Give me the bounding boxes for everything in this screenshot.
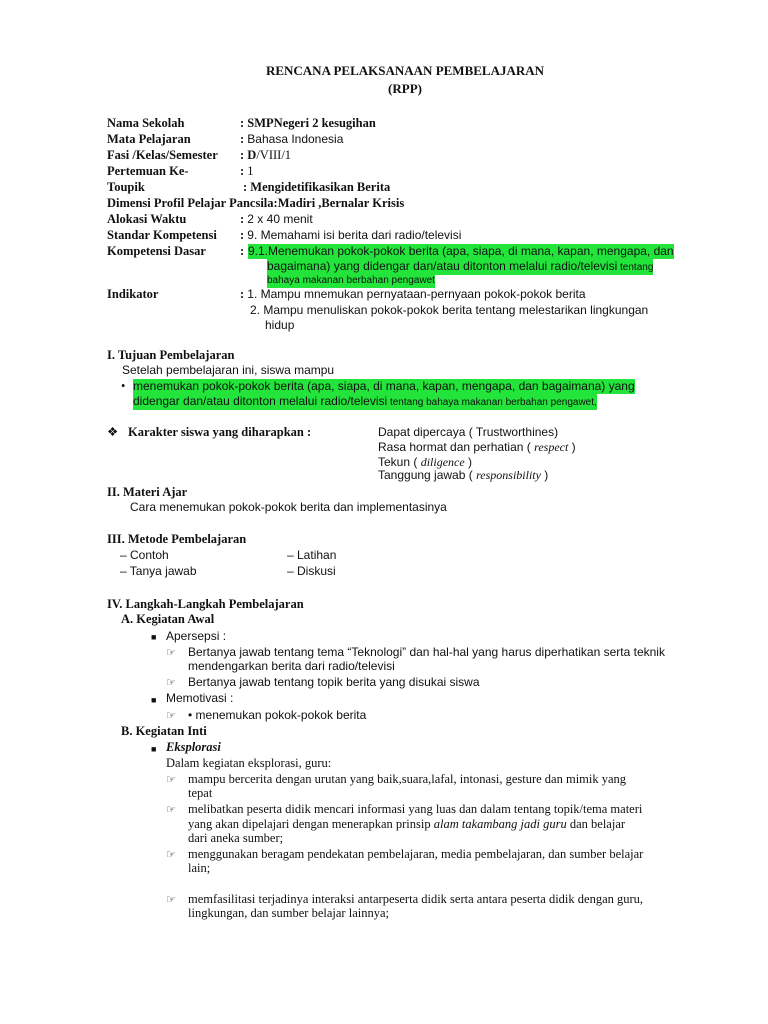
karakter-value-1: Dapat dipercaya ( Trustworthines) <box>378 425 559 439</box>
nama-sekolah-label: Nama Sekolah <box>107 116 185 130</box>
tujuan-heading: I. Tujuan Pembelajaran <box>107 348 235 362</box>
nama-sekolah-value: : SMPNegeri 2 kesugihan <box>240 116 376 130</box>
metode-item-latihan: – Latihan <box>287 548 337 562</box>
materi-heading: II. Materi Ajar <box>107 485 188 499</box>
indikator-item-2-cont: hidup <box>265 318 295 332</box>
kegiatan-inti-heading: B. Kegiatan Inti <box>121 724 207 738</box>
indikator-label: Indikator <box>107 287 159 301</box>
karakter-diamond-icon: ❖ <box>107 425 119 439</box>
mapel-value: : Bahasa Indonesia <box>240 132 344 146</box>
fasi-label: Fasi /Kelas/Semester <box>107 148 218 162</box>
pertemuan-value: : 1 <box>240 164 254 178</box>
tujuan-line-1: menemukan pokok-pokok berita (apa, siapa, di mana, kapan, mengapa, dan bagaimana) yang <box>133 379 635 393</box>
e1-line-1: mampu bercerita dengan urutan yang baik,suara,lafal, intonasi, gesture dan mimik yang <box>188 772 627 786</box>
toupik-label: Toupik <box>107 180 145 194</box>
alokasi-label: Alokasi Waktu <box>107 212 187 226</box>
ap1-pointer-icon: ☞ <box>166 646 176 659</box>
e2-pointer-icon: ☞ <box>166 803 176 816</box>
metode-heading: III. Metode Pembelajaran <box>107 532 247 546</box>
toupik-value: : Mengidetifikasikan Berita <box>243 180 391 194</box>
kd-line-1: 9.1.Menemukan pokok-pokok berita (apa, siapa, di mana, kapan, mengapa, dan <box>248 244 674 258</box>
kd-colon: : <box>240 244 245 258</box>
karakter-value-2: Rasa hormat dan perhatian ( respect ) <box>378 440 576 454</box>
kd-label: Kompetensi Dasar <box>107 244 206 258</box>
e3-pointer-icon: ☞ <box>166 848 176 861</box>
ap1-line-1: Bertanya jawab tentang tema “Teknologi” dan hal-hal yang harus diperhatikan serta teknik <box>188 645 665 659</box>
memotivasi-square-icon: ■ <box>151 695 157 705</box>
standar-label: Standar Kompetensi <box>107 228 217 242</box>
tujuan-line-2: didengar dan/atau ditonton melalui radio/televisi tentang bahaya makanan berbahan pengawet, <box>133 394 597 408</box>
kd-line-2: bagaimana) yang didengar dan/atau ditonton melalui radio/televisi tentang <box>267 259 654 273</box>
mapel-label: Mata Pelajaran <box>107 132 191 146</box>
standar-value: : 9. Memahami isi berita dari radio/televisi <box>240 228 462 242</box>
indikator-item-1: : 1. Mampu mnemukan pernyataan-pernyaan pokok-pokok berita <box>240 287 586 301</box>
e4-line-1: memfasilitasi terjadinya interaksi antarpeserta didik serta antara peserta didik dengan guru, <box>188 892 644 906</box>
eksplorasi-heading: Eksplorasi <box>166 740 221 754</box>
ap2-line: Bertanya jawab tentang topik berita yang disukai siswa <box>188 675 480 689</box>
tujuan-bullet: • <box>121 379 126 393</box>
ap2-pointer-icon: ☞ <box>166 676 176 689</box>
apersepsi-label: Apersepsi : <box>166 629 227 643</box>
e1-pointer-icon: ☞ <box>166 773 176 786</box>
materi-text: Cara menemukan pokok-pokok berita dan implementasinya <box>130 500 447 514</box>
karakter-value-3: Tekun ( diligence ) <box>378 455 473 469</box>
e4-line-2: lingkungan, dan sumber belajar lainnya; <box>188 906 389 920</box>
e2-line-3: dari aneka sumber; <box>188 831 284 845</box>
alokasi-value: : 2 x 40 menit <box>240 212 313 226</box>
karakter-value-4: Tanggung jawab ( responsibility ) <box>378 468 549 482</box>
mo1-line: • menemukan pokok-pokok berita <box>188 708 367 722</box>
apersepsi-square-icon: ■ <box>151 632 157 642</box>
pertemuan-label: Pertemuan Ke- <box>107 164 189 178</box>
eksplorasi-square-icon: ■ <box>151 744 157 754</box>
ap1-line-2: mendengarkan berita dari radio/televisi <box>188 659 395 673</box>
metode-item-tanya-jawab: – Tanya jawab <box>120 564 197 578</box>
document-subtitle: (RPP) <box>388 81 422 96</box>
indikator-item-2: 2. Mampu menuliskan pokok-pokok berita tentang melestarikan lingkungan <box>250 303 649 317</box>
e1-line-2: tepat <box>188 786 213 800</box>
e2-line-1: melibatkan peserta didik mencari informasi yang luas dan dalam tentang topik/tema materi <box>188 802 643 816</box>
memotivasi-label: Memotivasi : <box>166 691 234 705</box>
e3-line-2: lain; <box>188 861 211 875</box>
e4-pointer-icon: ☞ <box>166 893 176 906</box>
e3-line-1: menggunakan beragam pendekatan pembelajaran, media pembelajaran, dan sumber belajar <box>188 847 644 861</box>
fasi-value: : D/VIII/1 <box>240 148 292 162</box>
metode-item-contoh: – Contoh <box>120 548 169 562</box>
kd-line-3: bahaya makanan berbahan pengawet <box>267 275 435 286</box>
tujuan-intro: Setelah pembelajaran ini, siswa mampu <box>122 363 335 377</box>
karakter-heading: Karakter siswa yang diharapkan : <box>128 425 312 439</box>
mo1-pointer-icon: ☞ <box>166 709 176 722</box>
eksplorasi-intro: Dalam kegiatan eksplorasi, guru: <box>166 756 332 770</box>
document-title: RENCANA PELAKSANAAN PEMBELAJARAN <box>265 63 545 78</box>
langkah-heading: IV. Langkah-Langkah Pembelajaran <box>107 597 304 611</box>
e2-line-2: yang akan dipelajari dengan menerapkan prinsip alam takambang jadi guru dan belajar <box>188 817 626 831</box>
metode-item-diskusi: – Diskusi <box>287 564 336 578</box>
kegiatan-awal-heading: A. Kegiatan Awal <box>121 612 215 626</box>
dimensi-profil: Dimensi Profil Pelajar Pancsila:Madiri ,Bernalar Krisis <box>107 196 405 210</box>
